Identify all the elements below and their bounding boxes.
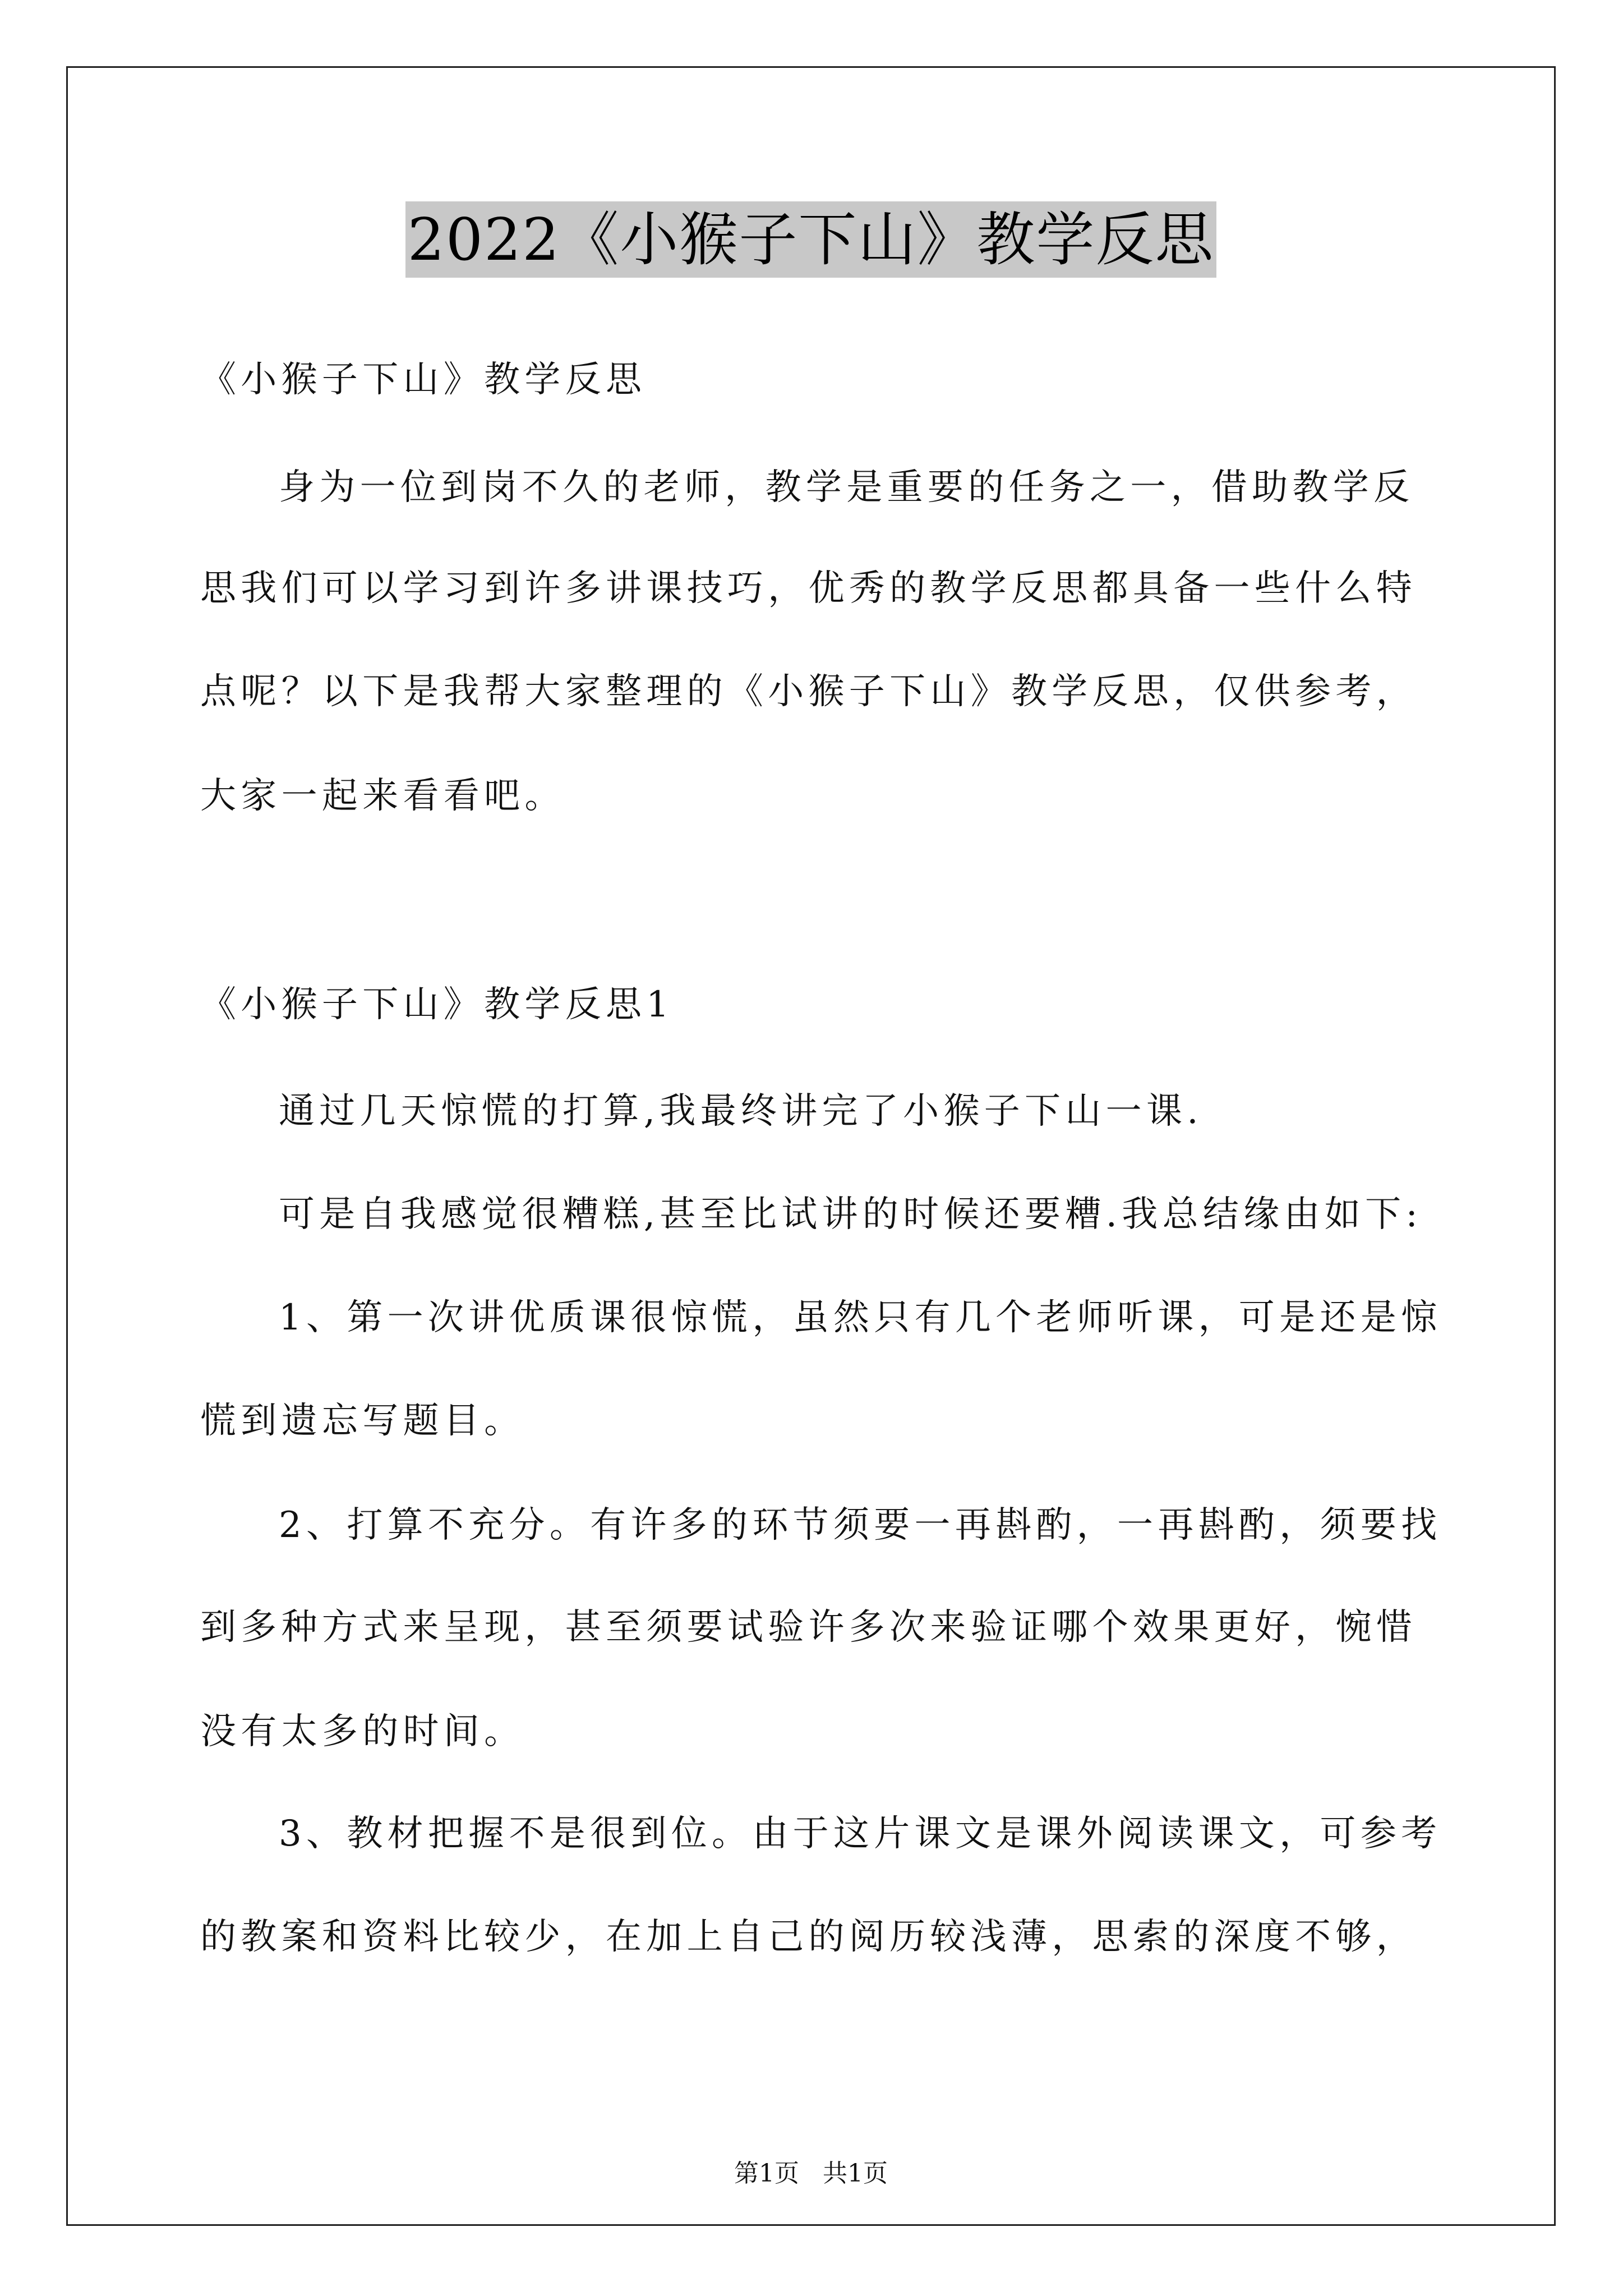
paragraph-line: 通过几天惊慌的打算,我最终讲完了小猴子下山一课. — [279, 1091, 1203, 1132]
paragraph-line: 到多种方式来呈现，甚至须要试验许多次来验证哪个效果更好，惋惜 — [200, 1607, 1417, 1648]
paragraph-line: 没有太多的时间。 — [200, 1711, 525, 1752]
paragraph-line: 身为一位到岗不久的老师，教学是重要的任务之一，借助教学反 — [279, 467, 1414, 508]
paragraph-line: 慌到遗忘写题目。 — [200, 1400, 525, 1442]
paragraph-line: 可是自我感觉很糟糕,甚至比试讲的时候还要糟.我总结缘由如下: — [279, 1194, 1423, 1235]
paragraph-line: 思我们可以学习到许多讲课技巧，优秀的教学反思都具备一些什么特 — [200, 568, 1417, 609]
document-page — [66, 66, 1556, 2226]
section-heading: 《小猴子下山》教学反思1 — [200, 984, 674, 1025]
paragraph-line: 大家一起来看看吧。 — [200, 775, 565, 817]
document-title: 2022《小猴子下山》教学反思 — [405, 201, 1217, 278]
paragraph-line: 1、第一次讲优质课很惊慌，虽然只有几个老师听课，可是还是惊 — [279, 1297, 1442, 1338]
subtitle-line: 《小猴子下山》教学反思 — [200, 359, 647, 401]
paragraph-line: 3、教材把握不是很到位。由于这片课文是课外阅读课文，可参考 — [279, 1813, 1442, 1855]
page-footer — [68, 2157, 1554, 2191]
paragraph-line: 的教案和资料比较少，在加上自己的阅历较浅薄，思索的深度不够， — [200, 1916, 1417, 1958]
page-number: 第1页 共1页 — [734, 2159, 888, 2188]
paragraph-line: 2、打算不充分。有许多的环节须要一再斟酌，一再斟酌，须要找 — [279, 1504, 1442, 1546]
title-wrapper — [68, 201, 1554, 278]
paragraph-line: 点呢？以下是我帮大家整理的《小猴子下山》教学反思，仅供参考， — [200, 671, 1417, 712]
